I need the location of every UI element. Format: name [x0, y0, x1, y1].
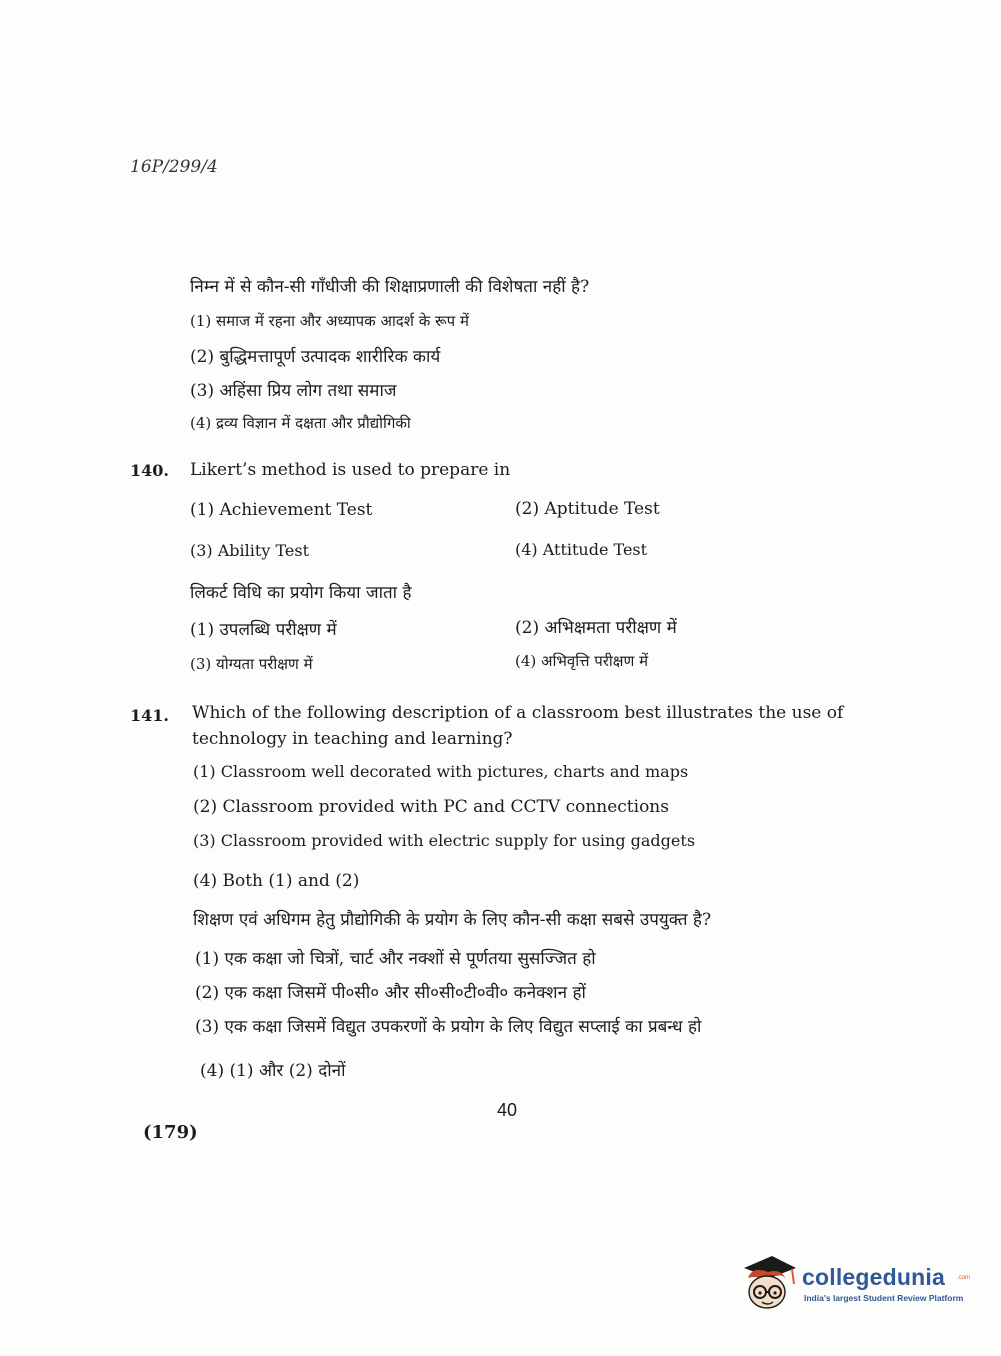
q140-option-2: (2) Aptitude Test	[515, 499, 660, 519]
q141-option-3: (3) Classroom provided with electric supply for using gadgets	[193, 831, 696, 850]
q139-hindi-option-3: (3) अहिंसा प्रिय लोग तथा समाज	[190, 381, 397, 401]
q139-hindi-option-1: (1) समाज में रहना और अध्यापक आदर्श के रूप में	[190, 312, 469, 330]
q140-hindi-option-4: (4) अभिवृत्ति परीक्षण में	[515, 652, 649, 670]
q141-hindi-question: शिक्षण एवं अधिगम हेतु प्रौद्योगिकी के प्रयोग के लिए कौन-सी कक्षा सबसे उपयुक्त है?	[193, 910, 712, 930]
q139-hindi-option-2: (2) बुद्धिमत्तापूर्ण उत्पादक शारीरिक कार्य	[190, 347, 441, 367]
student-mascot-icon	[738, 1248, 798, 1316]
q140-hindi-question: लिकर्ट विधि का प्रयोग किया जाता है	[190, 583, 412, 603]
sheet-number: (179)	[143, 1122, 198, 1143]
q140-hindi-option-2: (2) अभिक्षमता परीक्षण में	[515, 618, 677, 638]
q140-number: 140.	[130, 461, 169, 480]
q140-option-4: (4) Attitude Test	[515, 540, 648, 559]
q141-question-line1: Which of the following description of a classroom best illustrates the use of	[192, 703, 844, 723]
q139-hindi-question: निम्न में से कौन-सी गाँधीजी की शिक्षाप्रणाली की विशेषता नहीं है?	[190, 277, 590, 297]
q141-hindi-option-4: (4) (1) और (2) दोनों	[200, 1061, 346, 1081]
brand-name: collegedunia	[802, 1264, 945, 1290]
q140-option-3: (3) Ability Test	[190, 541, 309, 560]
page-number: 40	[497, 1100, 518, 1120]
q140-hindi-option-3: (3) योग्यता परीक्षण में	[190, 655, 313, 673]
q140-option-1: (1) Achievement Test	[190, 500, 373, 520]
q139-hindi-option-4: (4) द्रव्य विज्ञान में दक्षता और प्रौद्योगिकी	[190, 414, 411, 432]
q141-hindi-option-1: (1) एक कक्षा जो चित्रों, चार्ट और नक्शों से पूर्णतया सुसज्जित हो	[195, 949, 596, 969]
q141-number: 141.	[130, 706, 169, 725]
q141-option-4: (4) Both (1) and (2)	[193, 871, 360, 891]
q141-question-line2: technology in teaching and learning?	[192, 729, 513, 749]
q141-hindi-option-2: (2) एक कक्षा जिसमें पी०सी० और सी०सी०टी०वी० कनेक्शन हों	[195, 983, 586, 1003]
brand-tld: .com	[957, 1275, 971, 1281]
q140-hindi-option-1: (1) उपलब्धि परीक्षण में	[190, 620, 337, 640]
q140-question: Likert’s method is used to prepare in	[190, 460, 511, 480]
paper-code: 16P/299/4	[130, 157, 218, 177]
collegedunia-watermark	[738, 1248, 970, 1320]
brand-tagline: India's largest Student Review Platform	[804, 1293, 964, 1303]
q141-option-1: (1) Classroom well decorated with pictures, charts and maps	[193, 762, 689, 781]
q141-option-2: (2) Classroom provided with PC and CCTV connections	[193, 797, 669, 817]
q141-hindi-option-3: (3) एक कक्षा जिसमें विद्युत उपकरणों के प्रयोग के लिए विद्युत सप्लाई का प्रबन्ध हो	[195, 1017, 702, 1037]
